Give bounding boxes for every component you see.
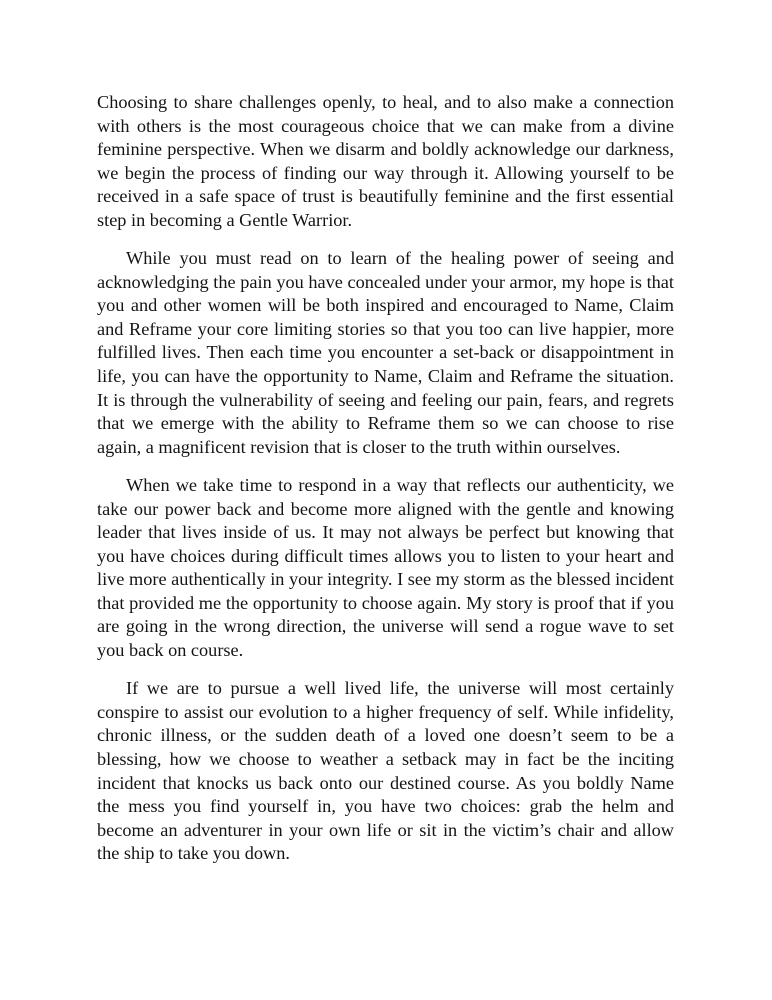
paragraph-4: If we are to pursue a well lived life, the universe will most certainly conspire to assist our evolution to a higher frequency of self. While infidelity, chronic illness, or the sudden death of a loved one doesn’t seem to be a blessing, how we choose to weather a setback may in fact be the inciting incident that knocks us back onto our destined course. As you boldly Name the mess you find yourself in, you have two choices: grab the helm and become an adventurer in your own life or sit in the victim’s chair and allow the ship to take you down. — [97, 678, 674, 864]
body-text — [97, 91, 674, 880]
paragraph-1: Choosing to share challenges openly, to heal, and to also make a connection with others is the most courageous choice that we can make from a divine feminine perspective. When we disarm and boldly acknowledge our darkness, we begin the process of finding our way through it. Allowing yourself to be received in a safe space of trust is beautifully feminine and the first essential step in becoming a Gentle Warrior. — [97, 92, 674, 230]
paragraph-3: When we take time to respond in a way that reflects our authenticity, we take our power back and become more aligned with the gentle and knowing leader that lives inside of us. It may not always be perfect but knowing that you have choices during difficult times allows you to listen to your heart and live more authentically in your integrity. I see my storm as the blessed incident that provided me the opportunity to choose again. My story is proof that if you are going in the wrong direction, the universe will send a rogue wave to set you back on course. — [97, 474, 674, 661]
paragraph-2: While you must read on to learn of the healing power of seeing and acknowledging the pain you have concealed under your armor, my hope is that you and other women will be both inspired and encouraged to Name, Claim and Reframe your core limiting stories so that you too can live happier, more fulfilled lives. Then each time you encounter a set-back or disappointment in life, you can have the opportunity to Name, Claim and Reframe the situation. It is through the vulnerability of seeing and feeling our pain, fears, and regrets that we emerge with the ability to Reframe them so we can choose to rise again, a magnificent revision that is closer to the truth within ourselves. — [97, 248, 674, 457]
